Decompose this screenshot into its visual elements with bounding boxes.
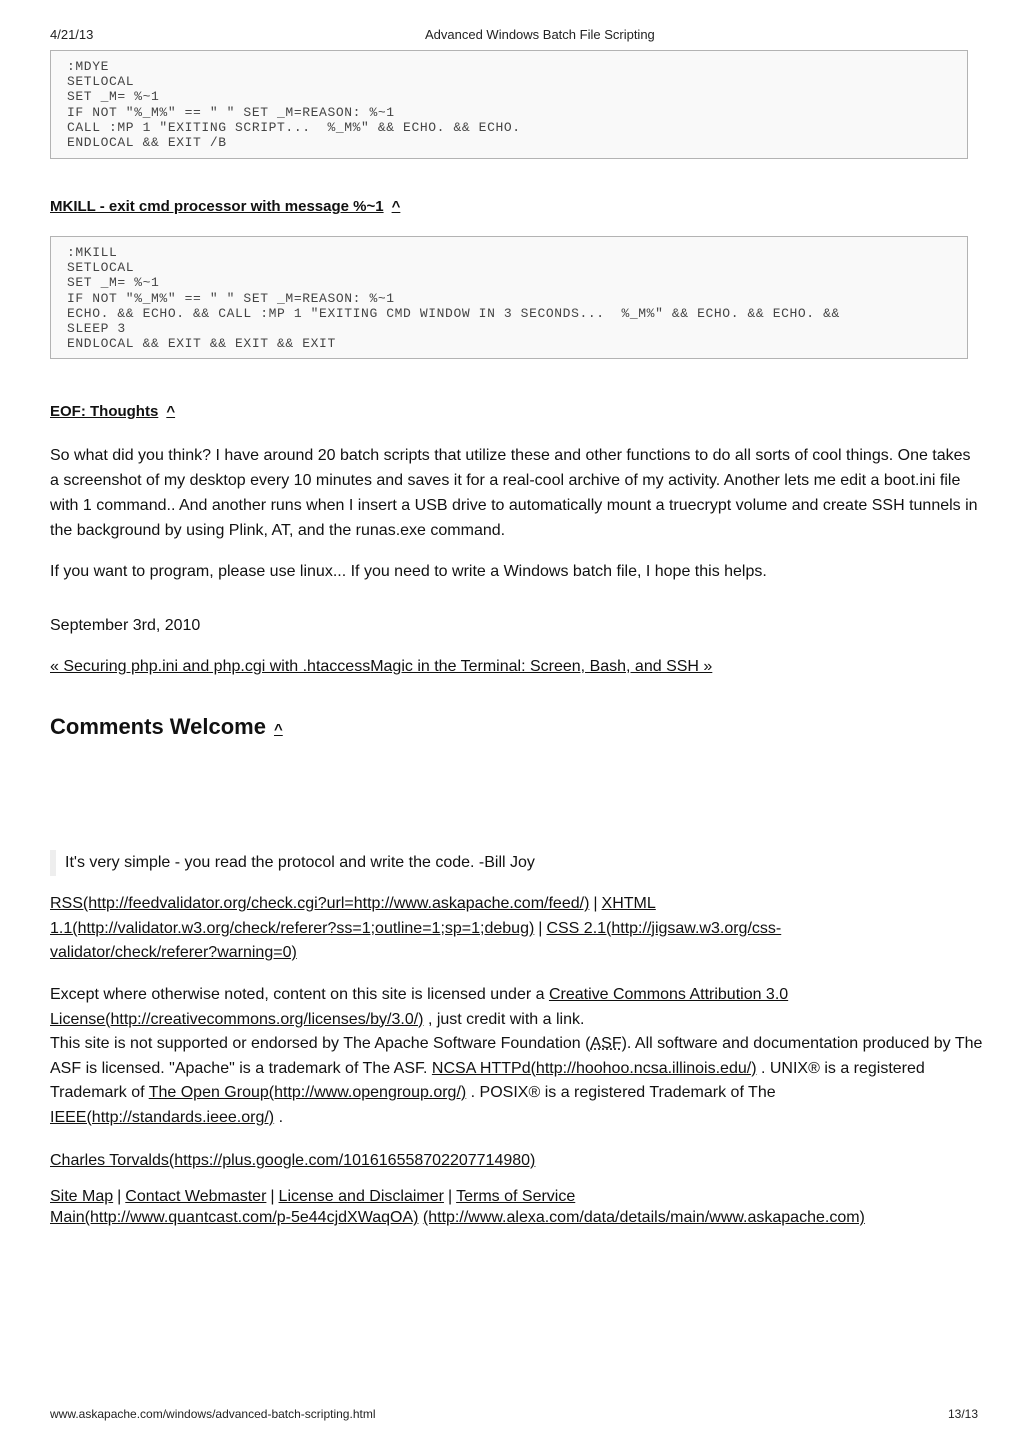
comments-heading-text: Comments Welcome xyxy=(50,714,266,739)
section-heading-mkill xyxy=(50,198,400,215)
css-validator-link[interactable]: CSS 2.1(http://jigsaw.w3.org/css-validator/check/referer?warning=0) xyxy=(50,919,782,961)
site-footer-links xyxy=(50,1186,980,1228)
contact-webmaster-link[interactable]: Contact Webmaster xyxy=(125,1188,267,1205)
separator: | xyxy=(117,1188,122,1205)
license-notice xyxy=(50,983,990,1130)
back-to-top-link[interactable]: ^ xyxy=(166,403,176,420)
back-to-top-link[interactable]: ^ xyxy=(273,721,283,738)
blockquote: It's very simple - you read the protocol and write the code. -Bill Joy xyxy=(50,850,535,876)
notice-end: . xyxy=(274,1108,284,1126)
code-block-mdye: :MDYE SETLOCAL SET _M= %~1 IF NOT "%_M%" == " " SET _M=REASON: %~1 CALL :MP 1 "EXITING SCRIPT... %_M%" && ECHO. && ECHO. ENDLOCAL && EXIT /B xyxy=(50,50,968,159)
page-number: 13/13 xyxy=(948,1407,979,1421)
author-line xyxy=(50,1148,980,1173)
alexa-link[interactable]: (http://www.alexa.com/data/details/main/www.askapache.com) xyxy=(422,1209,865,1226)
terms-of-service-link[interactable]: Terms of Service xyxy=(456,1188,576,1205)
asf-notice-cont: ). All software and documentation produced by The ASF is licensed. "Apache" is a trademark of The ASF. xyxy=(50,1035,983,1077)
ncsa-httpd-link[interactable]: HTTPd(http://hoohoo.ncsa.illinois.edu/) xyxy=(475,1059,757,1077)
license-prefix: Except where otherwise noted, content on this site is licensed under a xyxy=(50,986,549,1003)
separator: | xyxy=(270,1188,275,1205)
thoughts-paragraph: So what did you think? I have around 20 batch scripts that utilize these and other functions to do all sorts of cool things. One takes a screenshot of my desktop every 10 minutes and saves it for a real-cool archive of my activity. Another lets me edit a boot.ini file with 1 command.. And another runs when I insert a USB drive to automatically mount a truecrypt volume and create SSH tunnels in the background by using Plink, AT, and the runas.exe command. xyxy=(50,447,978,539)
asf-abbr: ASF xyxy=(590,1035,622,1052)
print-url: www.askapache.com/windows/advanced-batch-scripting.html xyxy=(50,1407,376,1421)
validator-links xyxy=(50,892,850,966)
post-date: September 3rd, 2010 xyxy=(50,617,201,634)
mkill-heading-link[interactable]: MKILL - exit cmd processor with message %~1 xyxy=(50,198,384,215)
rss-validator-link[interactable]: RSS(http://feedvalidator.org/check.cgi?url=http://www.askapache.com/feed/) xyxy=(50,895,590,912)
license-disclaimer-link[interactable]: License and Disclaimer xyxy=(278,1188,444,1205)
open-group-link[interactable]: The Open Group(http://www.opengroup.org/) xyxy=(148,1084,467,1101)
asf-notice: This site is not supported or endorsed by The Apache Software Foundation ( xyxy=(50,1035,591,1052)
ncsa-abbr[interactable]: NCSA xyxy=(431,1059,476,1077)
posix-notice: . POSIX® is a registered Trademark of The xyxy=(466,1084,776,1101)
creative-commons-link[interactable]: Creative Commons Attribution 3.0 License(http://creativecommons.org/licenses/by/3.0/) xyxy=(50,986,789,1028)
xhtml-validator-link[interactable]: XHTML 1.1(http://validator.w3.org/check/referer?ss=1;outline=1;sp=1;debug) xyxy=(50,895,656,937)
author-link[interactable]: Charles Torvalds(https://plus.google.com/101616558702207714980) xyxy=(50,1152,536,1169)
eof-heading-link[interactable]: EOF: Thoughts xyxy=(50,403,159,420)
code-block-mkill: :MKILL SETLOCAL SET _M= %~1 IF NOT "%_M%" == " " SET _M=REASON: %~1 ECHO. && ECHO. && CALL :MP 1 "EXITING CMD WINDOW IN 3 SECONDS... %_M%" && ECHO. && ECHO. && SLEEP 3 ENDLOCAL && EXIT && EXIT && EXIT xyxy=(50,236,968,359)
thoughts-closing: If you want to program, please use linux... If you need to write a Windows batch file, I hope this helps. xyxy=(50,563,767,580)
print-title: Advanced Windows Batch File Scripting xyxy=(425,27,655,42)
separator: | xyxy=(593,895,598,912)
back-to-top-link[interactable]: ^ xyxy=(391,198,401,215)
unix-notice: . UNIX® is a registered Trademark of xyxy=(50,1059,925,1101)
next-post-link[interactable]: Magic in the Terminal: Screen, Bash, and SSH » xyxy=(370,658,713,675)
license-suffix: , just credit with a link. xyxy=(423,1010,585,1028)
print-date: 4/21/13 xyxy=(50,27,94,42)
separator: | xyxy=(538,919,543,937)
post-navigation xyxy=(50,654,980,679)
comments-heading xyxy=(50,714,283,740)
ieee-link[interactable]: IEEE(http://standards.ieee.org/) xyxy=(50,1108,275,1126)
section-heading-eof xyxy=(50,403,175,420)
previous-post-link[interactable]: « Securing php.ini and php.cgi with .htaccess xyxy=(50,658,371,675)
site-map-link[interactable]: Site Map xyxy=(50,1188,114,1205)
separator: | xyxy=(447,1188,453,1205)
quantcast-link[interactable]: Main(http://www.quantcast.com/p-5e44cjdXWaqOA) xyxy=(50,1209,419,1226)
